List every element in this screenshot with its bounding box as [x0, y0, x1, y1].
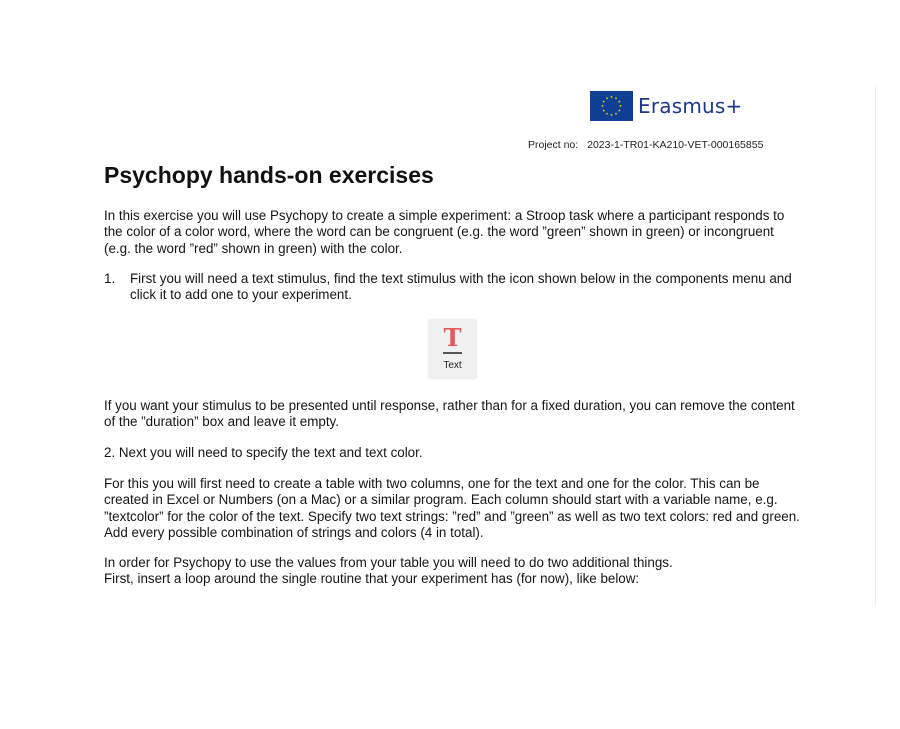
page-edge-divider: [875, 86, 876, 606]
eu-star-icon: [602, 100, 605, 103]
step-2-paragraph: 2. Next you will need to specify the text and text color.: [104, 445, 423, 460]
project-label: Project no:: [528, 139, 579, 151]
project-number-value: 2023-1-TR01-KA210-VET-000165855: [587, 139, 764, 151]
eu-star-icon: [618, 100, 621, 103]
step-1-number: 1.: [104, 271, 116, 286]
text-icon-underline: [443, 352, 462, 354]
text-component-label: Text: [443, 360, 462, 371]
eu-star-icon: [615, 112, 618, 115]
eu-star-icon: [618, 109, 621, 112]
eu-star-icon: [602, 109, 605, 112]
step-1-text: First you will need a text stimulus, find the text stimulus with the icon shown below in the components menu and click it to add one to your experiment.: [130, 271, 792, 303]
eu-star-icon: [606, 112, 609, 115]
table-instructions: For this you will first need to create a table with two columns, one for the text and one for the color. This can be created in Excel or Numbers (on a Mac) or a similar program. Each column should start with a variable name, e.g. ”textcolor” for the color of the text. Specify two text strings: ”red” and ”green” as well as two text colors: red and green. Add every possible combination of strings and colors (4 in total).: [104, 476, 800, 540]
eu-star-icon: [606, 97, 609, 100]
text-component-button: [428, 319, 477, 379]
loop-instruction-line-2: First, insert a loop around the single routine that your experiment has (for now), like below:: [104, 571, 640, 586]
eu-star-icon: [601, 105, 604, 108]
step-1-item: [104, 271, 804, 304]
text-component-icon: T: [443, 323, 462, 352]
loop-instruction-line-1: In order for Psychopy to use the values from your table you will need to do two additional things.: [104, 555, 673, 570]
duration-note: If you want your stimulus to be presented until response, rather than for a fixed duration, you can remove the content of the ”duration” box and leave it empty.: [104, 398, 795, 430]
eu-star-icon: [619, 105, 622, 108]
eu-star-icon: [615, 97, 618, 100]
eu-flag-icon: [590, 91, 633, 121]
page-title: Psychopy hands-on exercises: [104, 162, 434, 188]
erasmus-logo: [590, 91, 742, 121]
intro-paragraph: In this exercise you will use Psychopy to create a simple experiment: a Stroop task where a participant responds to the color of a color word, where the word can be congruent (e.g. the word ”green” shown in green) or incongruent (e.g. the word ”red” shown in green) with the color.: [104, 208, 785, 256]
eu-star-icon: [610, 114, 613, 117]
eu-star-icon: [610, 96, 613, 99]
logo-text: Erasmus+: [638, 94, 743, 118]
project-number: [528, 139, 763, 151]
